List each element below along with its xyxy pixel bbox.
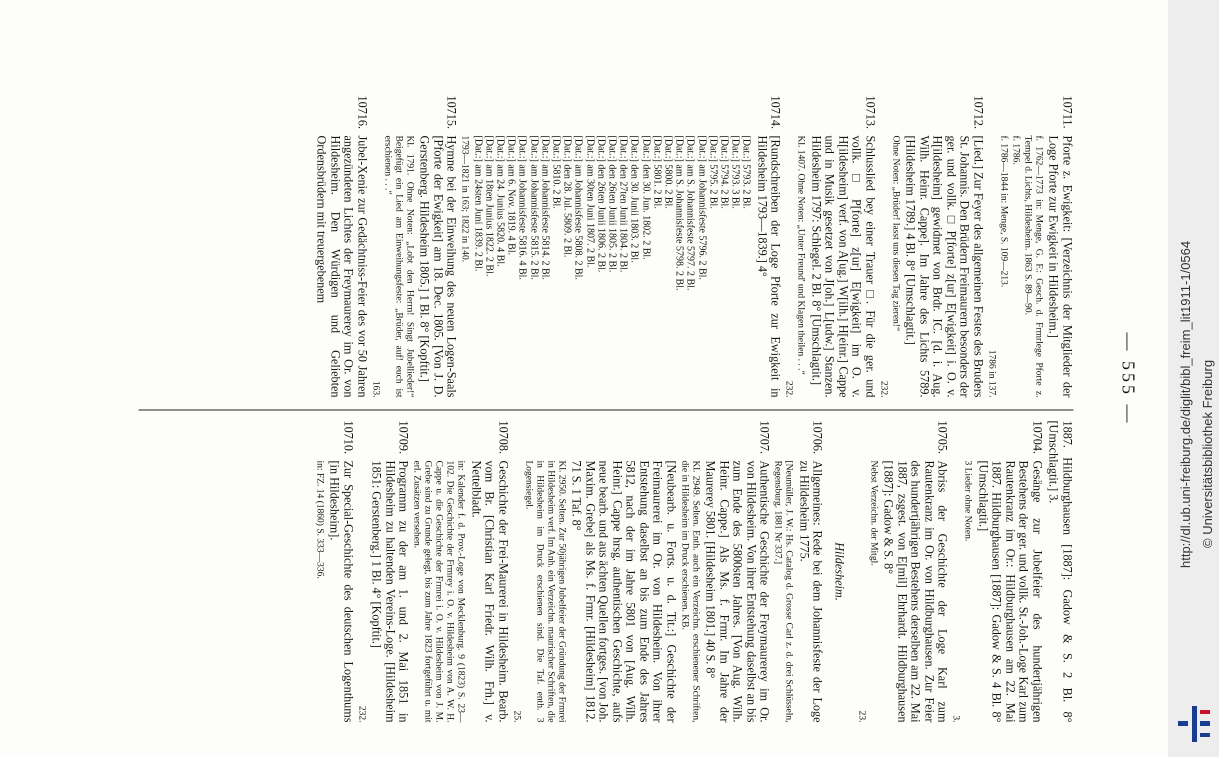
entry-note: f. 1762—1773 in: Menge, G. F.: Gesch. d. Frmrlege Pforte z. Tempel d. Lichts, Hildesheim. 1863 S. 89—90. — [1022, 135, 1043, 397]
entry-number: 10712. — [971, 95, 985, 129]
entry-note: in: FZ. 14 (1860) S. 333—336. — [314, 460, 324, 579]
entry-text: Hymne bei der Einweihung des neuen Logen-Saals [Pforte der Ewigkeit] am 18. Dec. 1805. [Von J. D. Gerstenberg. Hildesheim 1805.] 1 Bl. 8° [Kopftit.] — [417, 135, 459, 397]
entry-shelfmark: 232. — [356, 705, 366, 722]
entry-note: 3 Lieder ohne Noten. — [962, 460, 973, 541]
section-heading: Hildesheim. — [832, 541, 846, 601]
url-text[interactable]: http://dl.ub.uni-freiburg.de/diglit/bibl_freim_lit1911-1/0564 — [1178, 240, 1193, 568]
catalog-entry — [755, 95, 782, 397]
catalog-entry — [1046, 95, 1073, 397]
entry-text: Allgemeines: Rede bei dem Johannisfeste der Loge zu Hildesheim 1775. — [797, 460, 825, 722]
entry-note: Ohne Noten: „Brüder! lasst uns diesen Tag zieren!“ — [890, 135, 900, 331]
ub-freiburg-logo-icon[interactable] — [1176, 704, 1212, 744]
entry-number: 10711. — [1060, 95, 1074, 129]
entry-note: in: Kalender f. d. Prov.-Loge von Mecklenburg. 9 (1823) S. 23—102. Die Geschichte der Frmrey i. O. v. Hildesheim von A. W. H. Cappe u. die Geschichte der Frmrei i. O. v. Hildesheim von J. M. Grebe sind zu Grunde gelegt, bis zum Jahre 1823 fortgeführt u. mit erl. Zusätzen versehen. — [411, 460, 466, 722]
entry-shelfmark: 1786 in 137. — [986, 349, 996, 397]
catalog-entry — [327, 420, 354, 722]
date-item: [Dat.:] 5795. 2 Bl. — [706, 135, 718, 209]
entry-shelfmark: 232. — [878, 380, 888, 397]
date-item: [Dat.:] am 30ten Juni 1807. 2 Bl. — [583, 135, 595, 267]
entry-text: Authentische Geschichte der Freymaurerey im Or. von Hildesheim. Von ihrer Entstehung daselbst an bis zum Ende des 5800sten Jahres. [Von Aug. Wilh. Heinr. Cappe.] Als Ms. f. Frmr. Im Jahre der Maurerey 5801. [Hildesheim 1801.] 40 S. 8° — [703, 460, 772, 722]
entry-text: Gesänge zur Jubelfeier des hundertjährigen Bestehens der ger. und vollk. St.-Joh.-Loge Karl zum Rautenkranz im Or.: Hildburghausen am 22. Mai 1887. Hildburghausen [1887]: Gadow & S. 4 Bl. 8° [Umschlagtit.] — [976, 460, 1044, 722]
left-column — [312, 420, 1073, 722]
catalog-entry — [369, 420, 410, 722]
date-item: [Dat.:] 5800. 2 Bl. — [662, 135, 674, 209]
entry-text: [Neubearb. u. Forts. u. d. Tit.:] Geschichte der Freimaurerei im Or. von Hildesheim. Von ihrer Entstehung daselbst an bis zum Ende des Jahres 5812, nach der im Jahre 5801 von [Aug. Wilh. Heinr.] Cappe hrsg. authentischen Geschichte, aufs neue bearb. und aus ächten Quellen fortges. [von Joh. Maxim. Grebe] als Ms. f. Frmr. [Hildesheim] 1812. 71 S. 1 Taf. 8° — [569, 460, 678, 722]
date-item: [Dat.:] am Johannisfeste 5815. 2 Bl. — [527, 135, 539, 280]
catalog-entry — [797, 420, 824, 722]
entry-text: Programm zu der am 1. und 2. Mai 1851 in Hildesheim zu haltenden Vereins-Loge. [Hildesheim 1851: Gerstenberg.] 1 Bl. 4° [Kopftit.] — [369, 460, 411, 722]
date-item: [Dat.:] den 26ten Junii 1805. 2 Bl. — [606, 135, 618, 272]
catalog-entry — [976, 420, 1044, 722]
date-item: [Dat.:] am Johannisfeste 5808. 2 Bl. — [572, 135, 584, 280]
column-divider — [138, 409, 1073, 410]
entry-shelfmark: 23. — [856, 710, 866, 722]
entry-text: [Rundschreiben der Loge Pforte zur Ewigkeit in Hildesheim 1793—1839.] 4° — [755, 135, 783, 397]
entry-number: 10714. — [768, 95, 783, 129]
entry-number: 10706. — [810, 420, 825, 454]
date-item: [Dat.:] am 6. Nov. 1819. 4 Bl. — [505, 135, 517, 255]
entry-number: 10705. — [935, 420, 950, 454]
entry-number: 10710. — [341, 420, 355, 454]
entry-note: Kl. 1407. Ohne Noten: „Unter Freund' und Klagen theilen . . .“ — [795, 135, 806, 375]
entry-shelfmark: 232. — [783, 380, 794, 397]
copyright-text: © Universitätsbibliothek Freiburg — [1200, 359, 1215, 548]
entry-number: 10716. — [354, 95, 369, 129]
catalog-entry — [703, 420, 771, 722]
entry-note: Kl. 1791. Ohne Noten: „Lobt den Herrn! Singt Jubellieder!“ Beigefügt ein Lied am Einweihungsfeste: „Brüder, auf! euch ist erschienen . . .“ — [381, 135, 414, 397]
entry-note: Kl. 2950. Selten. Zur 50jährigen Jubelfeier der Gründung der Frmrei in Hildesheim verf. Im Anh. ein Verzeichn. maurischer Schriften, die in Hildesheim im Druck erschienen sind. Die Taf. enth. 3 Logensiegel. — [523, 460, 566, 722]
entry-text: Schlusslied bey einer Trauer □. Für die ger. und vollk. □ P[forte] z[ur] E[wigkeit] im O. v. H[ildesheim] verf. von A[ug.] W[ilh.] H[einr.] Cappe und in Musik gesetzet von J[oh.] L[udw.] Stanzen. Hildesheim 1797: Schlegel. 2 Bl. 8° [Umschlagtit.] — [809, 135, 877, 397]
entry-number: 10707. — [757, 420, 772, 454]
entry-text: Zur Special-Geschichte des deutschen Logenthums [in Hildesheim]. — [327, 460, 355, 722]
entry-note: Kl. 2949. Selten. Enth. auch ein Verzeichn. erschienener Schriften, die in Hildesheim im Druck erschienen. KB. — [679, 460, 700, 722]
entry-text: [Lied.] Zur Feyer des allgemeinen Festes des Bruders St. Johannis. Den Brüdern Freimaurern besonders der ger. und vollk. □ P[forte] z[ur] E[wigkeit] i. O. v. H[ildesheim] gewidmet von Brdr. IC. [d. i. Aug. Wilh. Heinr. Cappe]. Im Jahre des Lichts 5789. [Hildesheim 1789.] 4 Bl. 8° [Umschlagtit.] — [903, 135, 985, 397]
catalog-entry — [881, 420, 949, 722]
date-item: [Dat.:] 5794. 2 Bl. — [718, 135, 730, 209]
catalog-entry — [903, 95, 984, 397]
entry-number: 10713. — [863, 95, 877, 129]
entry-number: 10708. — [496, 420, 510, 454]
entry-note: [Neumüller, J. W.: Hs. Catalog d. Grosse Carl z. d. drei Schlüsseln, Regensburg. 1881 Nr 337.] — [772, 460, 794, 722]
entry-note: Nebst Verzeichn. der Mitgl. — [868, 460, 878, 566]
entry-number: 10709. — [396, 420, 411, 454]
date-item: [Dat.:] am 18ten Junius 1822. 2 Bl. — [482, 135, 494, 276]
catalog-entry — [314, 95, 368, 397]
entry-text: Geschichte der Frei-Maurerei in Hildesheim. Bearb. vom Br. [Christian Karl Friedr. Wilh. Frh.] v. Nettelbladt. — [469, 460, 510, 722]
date-item: [Dat.:] 5793. 2 Bl. — [740, 135, 752, 209]
date-item: [Dat.:] am 24. Junius 5820. 4 Bl. — [494, 135, 506, 267]
date-list — [471, 95, 751, 397]
date-item: [Dat.:] am Johannisfeste 5796. 2 Bl. — [695, 135, 707, 280]
entry-note: f. 1786. — [1010, 135, 1020, 165]
right-column — [311, 95, 1073, 397]
date-item: [Dat.:] den 28. Jul. 5809. 2 Bl. — [561, 135, 573, 257]
entry-text: Abriss der Geschichte der Loge Karl zum Rautenkranz im Or. von Hildburghausen. Zur Feier des hundertjährigen Bestehens derselben am 22. Mai 1887, zsgest. von E[mil] Ehrhardt. Hildburghausen [1887]: Gadow & S. 8° — [881, 460, 950, 722]
date-item: [Dat.:] 5793. 3 Bl. — [729, 135, 741, 209]
entry-note: f. 1786—1844 in: Menge, S. 109—213. — [998, 135, 1008, 287]
date-item: [Dat.:] 5810. 2 Bl. — [550, 135, 562, 209]
entry-note: 1793—1821 in 163; 1822 in 140. — [459, 135, 470, 262]
carryover-entry: 1887. Hildburghausen [1887]: Gadow & S. 2 Bl. 8° [Umschlagtit.] 3. — [1046, 420, 1074, 722]
date-item: [Dat.:] den 27ten Junii 1804. 2 Bl. — [617, 135, 629, 272]
catalog-entry — [809, 95, 877, 397]
page-number: — 555 — — [1118, 332, 1138, 425]
entry-shelfmark: 25. — [511, 710, 521, 722]
date-item: [Dat.:] den 26ten Junii 1806. 2 Bl. — [594, 135, 606, 272]
date-item: [Dat.:] am S. Johannisfeste 5797. 2 Bl. — [684, 135, 696, 290]
date-item: [Dat.:] am S. Johannisfeste 5798. 2 Bl. — [673, 135, 685, 290]
date-item: [Dat.:] am 24sten Juni 1839. 2 Bl. — [471, 135, 483, 271]
date-item: [Dat.:] den 30. Junii 1803. 2 Bl. — [628, 135, 640, 263]
catalog-entry — [417, 95, 458, 397]
date-item: [Dat.:] den 30. Jun. 1802. 2 Bl. — [639, 135, 651, 260]
date-item: [Dat.:] 5801. 2 Bl. — [650, 135, 662, 209]
entry-text: Pforte z. Ewigkeit: [Verzeichnis der Mitglieder der Loge Pforte zur Ewigkeit in Hildesheim.] — [1046, 135, 1074, 397]
entry-number: 10715. — [444, 95, 459, 129]
entry-text: Jubel-Xenie zur Gedächtniss-Feier des vor 50 Jahren angezündeten Lichtes der Freymaurerey im Or. von Hildesheim. Den Würdigen und Geliebten Ordensbrüdern mit treuergebenem — [314, 135, 369, 397]
date-item: [Dat.:] am Johannisfeste 5816. 4 Bl. — [516, 135, 528, 280]
entry-shelfmark: 3. — [950, 714, 961, 722]
catalog-entry — [469, 420, 510, 722]
entry-number: 10704. — [1030, 420, 1044, 454]
left-column-rest — [313, 420, 824, 722]
date-item: [Dat.:] am Johannisfeste 5814. 2 Bl. — [538, 135, 550, 280]
catalog-entry — [569, 420, 677, 722]
entry-shelfmark: 163. — [369, 380, 380, 397]
